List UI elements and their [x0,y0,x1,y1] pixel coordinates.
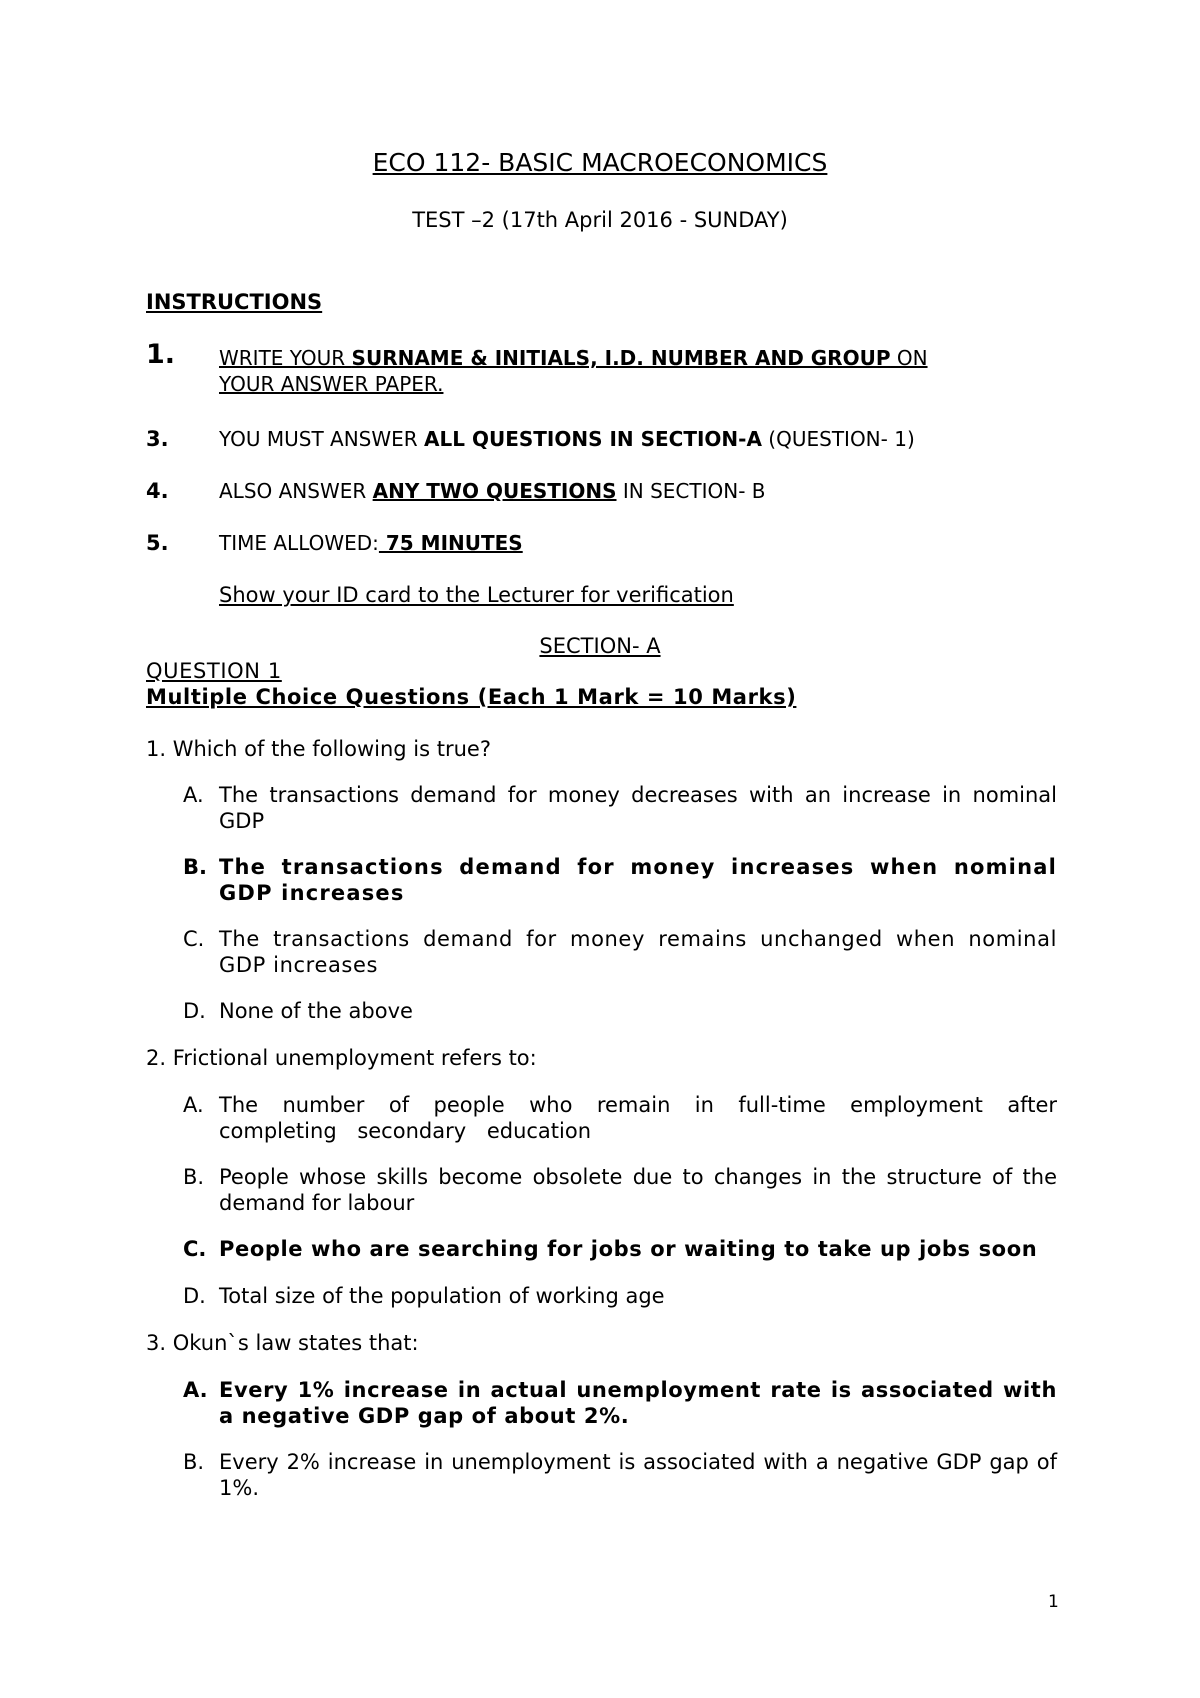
instruction-text-line2: YOUR ANSWER PAPER. [219,372,444,396]
section-title: SECTION- A [539,634,661,658]
question-stem: 2. Frictional unemployment refers to: [146,1046,537,1070]
instruction-number: 5. [146,531,169,555]
instruction-text-pre: WRITE YOUR [219,346,352,370]
instruction-text [219,345,928,371]
question-stem: 1. Which of the following is true? [146,737,491,761]
instruction-number: 3. [146,427,169,451]
id-card-note: Show your ID card to the Lecturer for verification [219,583,734,607]
instruction-text [219,478,765,504]
option-letter: D. [183,999,206,1023]
option-text-correct: The transactions demand for money increases when nominal GDP increases [219,855,1057,905]
instruction-text-post: IN SECTION- B [616,479,766,503]
instruction-text-pre: TIME ALLOWED: [219,531,379,555]
instruction-number: 1. [146,339,176,370]
instructions-heading: INSTRUCTIONS [146,290,323,314]
option-text: Total size of the population of working age [219,1284,665,1308]
page-number: 1 [1048,1592,1059,1612]
instruction-text-post: (QUESTION- 1) [761,427,915,451]
instruction-number: 4. [146,479,169,503]
instruction-text-bold: 75 MINUTES [378,531,523,555]
page-title: ECO 112- BASIC MACROECONOMICS [372,148,828,177]
option-letter: D. [183,1284,206,1308]
instruction-text [219,530,523,556]
option-text: The transactions demand for money decreases with an increase in nominal GDP [219,783,1057,833]
option-letter: A. [183,1093,204,1117]
option-text: The transactions demand for money remains unchanged when nominal GDP increases [219,927,1057,977]
instruction-text-bold: ANY TWO QUESTIONS [372,479,617,503]
question-stem: 3. Okun`s law states that: [146,1331,419,1355]
option-letter: B. [183,1165,205,1189]
option-letter: C. [183,927,205,951]
option-letter: B. [183,855,207,879]
question-label: QUESTION 1 [146,659,282,683]
option-text-correct: Every 1% increase in actual unemployment rate is associated with a negative GDP gap of about 2%. [219,1378,1057,1428]
instruction-text-bold: ALL QUESTIONS IN SECTION-A [424,427,762,451]
option-text: Every 2% increase in unemployment is associated with a negative GDP gap of 1%. [219,1450,1057,1500]
instruction-text [219,426,915,452]
instruction-text-pre: YOU MUST ANSWER [219,427,425,451]
test-subtitle: TEST –2 (17th April 2016 - SUNDAY) [412,208,788,232]
instruction-text-bold: SURNAME & INITIALS, I.D. NUMBER AND GROUP [351,346,891,370]
option-text: None of the above [219,999,413,1023]
option-letter: A. [183,783,204,807]
instruction-text-post: ON [890,346,928,370]
option-letter: B. [183,1450,205,1474]
option-text-correct: People who are searching for jobs or waiting to take up jobs soon [219,1237,1038,1261]
option-text: The number of people who remain in full-time employment after completing secondary education [219,1093,1057,1143]
option-letter: C. [183,1237,207,1261]
option-text: People whose skills become obsolete due to changes in the structure of the demand for labour [219,1165,1057,1215]
option-letter: A. [183,1378,208,1402]
question-description: Multiple Choice Questions (Each 1 Mark = 10 Marks) [146,685,797,709]
instruction-text-pre: ALSO ANSWER [219,479,373,503]
